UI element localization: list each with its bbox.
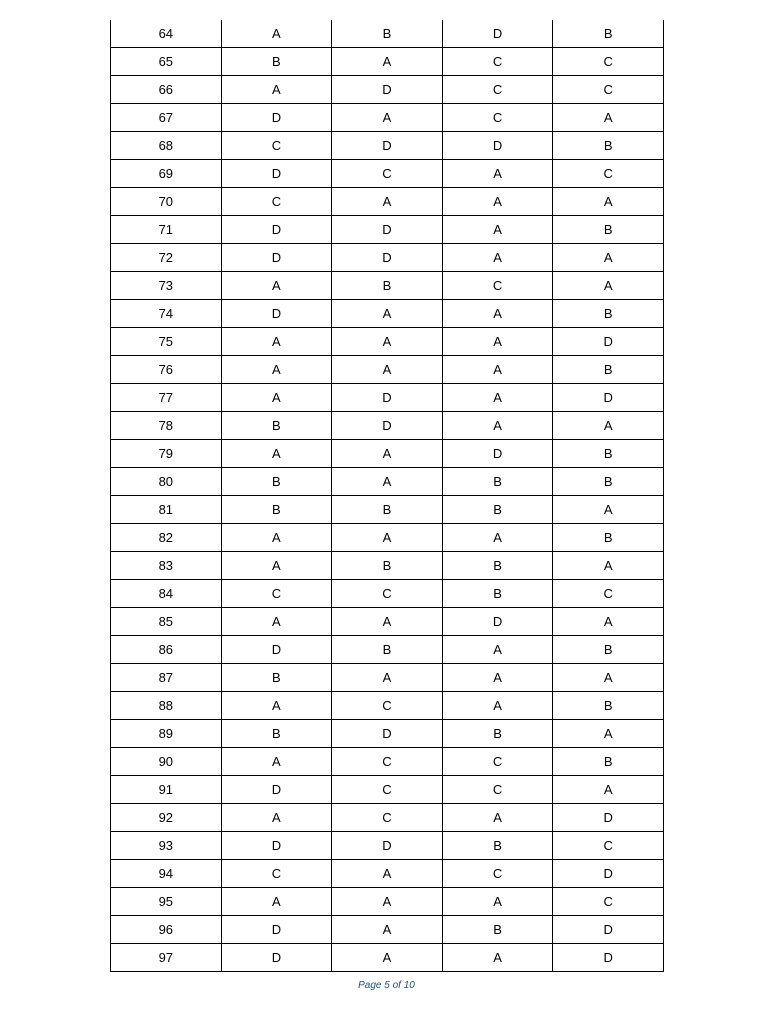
table-row bbox=[111, 48, 664, 76]
table-row bbox=[111, 636, 664, 664]
set-a-answer-cell: D bbox=[221, 104, 332, 132]
question-number-cell: 96 bbox=[111, 916, 222, 944]
set-c-answer-cell: A bbox=[442, 412, 553, 440]
table-row bbox=[111, 440, 664, 468]
set-b-answer-cell: B bbox=[332, 636, 443, 664]
set-a-answer-cell: D bbox=[221, 636, 332, 664]
set-a-answer-cell: C bbox=[221, 132, 332, 160]
set-c-answer-cell: A bbox=[442, 300, 553, 328]
set-b-answer-cell: C bbox=[332, 748, 443, 776]
set-c-answer-cell: D bbox=[442, 132, 553, 160]
table-row bbox=[111, 580, 664, 608]
set-d-answer-cell: C bbox=[553, 888, 664, 916]
set-b-answer-cell: A bbox=[332, 944, 443, 972]
set-b-answer-cell: B bbox=[332, 272, 443, 300]
set-a-answer-cell: B bbox=[221, 720, 332, 748]
set-d-answer-cell: B bbox=[553, 524, 664, 552]
table-row bbox=[111, 664, 664, 692]
set-a-answer-cell: B bbox=[221, 468, 332, 496]
question-number-cell: 88 bbox=[111, 692, 222, 720]
page-number-footer: Page 5 of 10 bbox=[358, 980, 415, 991]
set-a-answer-cell: D bbox=[221, 244, 332, 272]
set-b-answer-cell: B bbox=[332, 20, 443, 48]
set-c-answer-cell: D bbox=[442, 440, 553, 468]
question-number-cell: 75 bbox=[111, 328, 222, 356]
question-number-cell: 83 bbox=[111, 552, 222, 580]
set-b-answer-cell: B bbox=[332, 496, 443, 524]
question-number-cell: 68 bbox=[111, 132, 222, 160]
question-number-cell: 80 bbox=[111, 468, 222, 496]
table-row bbox=[111, 468, 664, 496]
set-a-answer-cell: A bbox=[221, 552, 332, 580]
set-d-answer-cell: B bbox=[553, 20, 664, 48]
table-row bbox=[111, 748, 664, 776]
set-d-answer-cell: B bbox=[553, 132, 664, 160]
set-b-answer-cell: C bbox=[332, 692, 443, 720]
set-c-answer-cell: A bbox=[442, 692, 553, 720]
set-a-answer-cell: A bbox=[221, 888, 332, 916]
table-row bbox=[111, 608, 664, 636]
set-b-answer-cell: A bbox=[332, 48, 443, 76]
table-row bbox=[111, 832, 664, 860]
set-c-answer-cell: D bbox=[442, 608, 553, 636]
question-number-cell: 87 bbox=[111, 664, 222, 692]
table-row bbox=[111, 412, 664, 440]
set-d-answer-cell: A bbox=[553, 104, 664, 132]
set-d-answer-cell: B bbox=[553, 636, 664, 664]
set-c-answer-cell: C bbox=[442, 272, 553, 300]
set-d-answer-cell: D bbox=[553, 804, 664, 832]
set-c-answer-cell: A bbox=[442, 160, 553, 188]
set-a-answer-cell: A bbox=[221, 328, 332, 356]
question-number-cell: 77 bbox=[111, 384, 222, 412]
set-d-answer-cell: C bbox=[553, 48, 664, 76]
set-b-answer-cell: A bbox=[332, 468, 443, 496]
set-b-answer-cell: A bbox=[332, 608, 443, 636]
set-d-answer-cell: B bbox=[553, 300, 664, 328]
set-d-answer-cell: D bbox=[553, 860, 664, 888]
table-row bbox=[111, 188, 664, 216]
table-row bbox=[111, 496, 664, 524]
set-a-answer-cell: C bbox=[221, 860, 332, 888]
set-c-answer-cell: B bbox=[442, 832, 553, 860]
set-b-answer-cell: A bbox=[332, 328, 443, 356]
set-c-answer-cell: B bbox=[442, 552, 553, 580]
set-d-answer-cell: A bbox=[553, 720, 664, 748]
set-a-answer-cell: B bbox=[221, 496, 332, 524]
set-b-answer-cell: A bbox=[332, 916, 443, 944]
set-c-answer-cell: A bbox=[442, 216, 553, 244]
set-c-answer-cell: C bbox=[442, 76, 553, 104]
question-number-cell: 74 bbox=[111, 300, 222, 328]
set-d-answer-cell: A bbox=[553, 776, 664, 804]
table-row bbox=[111, 20, 664, 48]
set-d-answer-cell: B bbox=[553, 692, 664, 720]
set-b-answer-cell: A bbox=[332, 440, 443, 468]
set-d-answer-cell: A bbox=[553, 244, 664, 272]
question-number-cell: 95 bbox=[111, 888, 222, 916]
question-number-cell: 82 bbox=[111, 524, 222, 552]
set-c-answer-cell: C bbox=[442, 48, 553, 76]
set-a-answer-cell: A bbox=[221, 608, 332, 636]
set-c-answer-cell: A bbox=[442, 328, 553, 356]
table-row bbox=[111, 384, 664, 412]
question-number-cell: 64 bbox=[111, 20, 222, 48]
set-c-answer-cell: C bbox=[442, 104, 553, 132]
set-a-answer-cell: D bbox=[221, 944, 332, 972]
question-number-cell: 93 bbox=[111, 832, 222, 860]
set-b-answer-cell: C bbox=[332, 580, 443, 608]
table-row bbox=[111, 860, 664, 888]
set-b-answer-cell: A bbox=[332, 104, 443, 132]
set-a-answer-cell: D bbox=[221, 160, 332, 188]
table-row bbox=[111, 160, 664, 188]
table-row bbox=[111, 328, 664, 356]
set-d-answer-cell: D bbox=[553, 916, 664, 944]
question-number-cell: 72 bbox=[111, 244, 222, 272]
set-b-answer-cell: C bbox=[332, 804, 443, 832]
set-a-answer-cell: D bbox=[221, 216, 332, 244]
set-a-answer-cell: D bbox=[221, 776, 332, 804]
set-b-answer-cell: D bbox=[332, 244, 443, 272]
table-row bbox=[111, 272, 664, 300]
question-number-cell: 73 bbox=[111, 272, 222, 300]
table-row bbox=[111, 356, 664, 384]
set-b-answer-cell: A bbox=[332, 300, 443, 328]
table-row bbox=[111, 524, 664, 552]
table-row bbox=[111, 720, 664, 748]
set-a-answer-cell: A bbox=[221, 356, 332, 384]
set-b-answer-cell: B bbox=[332, 552, 443, 580]
set-a-answer-cell: A bbox=[221, 804, 332, 832]
table-row bbox=[111, 776, 664, 804]
question-number-cell: 89 bbox=[111, 720, 222, 748]
set-d-answer-cell: D bbox=[553, 328, 664, 356]
set-c-answer-cell: A bbox=[442, 524, 553, 552]
set-d-answer-cell: D bbox=[553, 944, 664, 972]
question-number-cell: 69 bbox=[111, 160, 222, 188]
set-a-answer-cell: A bbox=[221, 384, 332, 412]
set-d-answer-cell: B bbox=[553, 468, 664, 496]
set-c-answer-cell: C bbox=[442, 748, 553, 776]
question-number-cell: 65 bbox=[111, 48, 222, 76]
answer-key-rows bbox=[111, 20, 664, 972]
set-c-answer-cell: C bbox=[442, 860, 553, 888]
set-b-answer-cell: A bbox=[332, 888, 443, 916]
set-b-answer-cell: D bbox=[332, 216, 443, 244]
table-row bbox=[111, 132, 664, 160]
set-b-answer-cell: C bbox=[332, 776, 443, 804]
table-row bbox=[111, 244, 664, 272]
question-number-cell: 67 bbox=[111, 104, 222, 132]
set-b-answer-cell: A bbox=[332, 188, 443, 216]
set-a-answer-cell: A bbox=[221, 76, 332, 104]
question-number-cell: 66 bbox=[111, 76, 222, 104]
set-c-answer-cell: A bbox=[442, 888, 553, 916]
set-d-answer-cell: A bbox=[553, 188, 664, 216]
question-number-cell: 76 bbox=[111, 356, 222, 384]
question-number-cell: 79 bbox=[111, 440, 222, 468]
set-b-answer-cell: C bbox=[332, 160, 443, 188]
set-b-answer-cell: A bbox=[332, 356, 443, 384]
set-d-answer-cell: C bbox=[553, 832, 664, 860]
table-row bbox=[111, 104, 664, 132]
set-b-answer-cell: A bbox=[332, 664, 443, 692]
set-b-answer-cell: D bbox=[332, 720, 443, 748]
set-d-answer-cell: C bbox=[553, 160, 664, 188]
set-a-answer-cell: C bbox=[221, 188, 332, 216]
set-a-answer-cell: D bbox=[221, 300, 332, 328]
question-number-cell: 85 bbox=[111, 608, 222, 636]
set-b-answer-cell: D bbox=[332, 384, 443, 412]
set-d-answer-cell: A bbox=[553, 608, 664, 636]
set-b-answer-cell: A bbox=[332, 860, 443, 888]
question-number-cell: 86 bbox=[111, 636, 222, 664]
set-d-answer-cell: A bbox=[553, 664, 664, 692]
set-c-answer-cell: A bbox=[442, 664, 553, 692]
set-a-answer-cell: B bbox=[221, 48, 332, 76]
set-a-answer-cell: C bbox=[221, 580, 332, 608]
set-c-answer-cell: A bbox=[442, 384, 553, 412]
set-b-answer-cell: D bbox=[332, 412, 443, 440]
set-d-answer-cell: C bbox=[553, 580, 664, 608]
set-c-answer-cell: A bbox=[442, 188, 553, 216]
answer-key-table bbox=[110, 20, 664, 972]
question-number-cell: 81 bbox=[111, 496, 222, 524]
set-b-answer-cell: D bbox=[332, 132, 443, 160]
table-row bbox=[111, 76, 664, 104]
set-a-answer-cell: A bbox=[221, 272, 332, 300]
set-d-answer-cell: C bbox=[553, 76, 664, 104]
question-number-cell: 84 bbox=[111, 580, 222, 608]
set-a-answer-cell: A bbox=[221, 692, 332, 720]
table-row bbox=[111, 916, 664, 944]
set-c-answer-cell: A bbox=[442, 356, 553, 384]
set-c-answer-cell: A bbox=[442, 636, 553, 664]
table-row bbox=[111, 552, 664, 580]
set-d-answer-cell: A bbox=[553, 412, 664, 440]
set-c-answer-cell: B bbox=[442, 916, 553, 944]
set-c-answer-cell: B bbox=[442, 720, 553, 748]
set-a-answer-cell: A bbox=[221, 20, 332, 48]
question-number-cell: 70 bbox=[111, 188, 222, 216]
table-row bbox=[111, 944, 664, 972]
set-a-answer-cell: B bbox=[221, 412, 332, 440]
question-number-cell: 91 bbox=[111, 776, 222, 804]
set-d-answer-cell: A bbox=[553, 552, 664, 580]
set-c-answer-cell: C bbox=[442, 776, 553, 804]
set-b-answer-cell: A bbox=[332, 524, 443, 552]
set-d-answer-cell: D bbox=[553, 384, 664, 412]
set-a-answer-cell: A bbox=[221, 440, 332, 468]
set-d-answer-cell: B bbox=[553, 440, 664, 468]
question-number-cell: 71 bbox=[111, 216, 222, 244]
set-d-answer-cell: A bbox=[553, 272, 664, 300]
table-row bbox=[111, 888, 664, 916]
set-a-answer-cell: A bbox=[221, 524, 332, 552]
question-number-cell: 78 bbox=[111, 412, 222, 440]
set-d-answer-cell: A bbox=[553, 496, 664, 524]
table-row bbox=[111, 692, 664, 720]
question-number-cell: 94 bbox=[111, 860, 222, 888]
set-b-answer-cell: D bbox=[332, 832, 443, 860]
table-row bbox=[111, 804, 664, 832]
set-c-answer-cell: A bbox=[442, 244, 553, 272]
set-a-answer-cell: D bbox=[221, 916, 332, 944]
set-c-answer-cell: B bbox=[442, 468, 553, 496]
set-a-answer-cell: D bbox=[221, 832, 332, 860]
table-row bbox=[111, 216, 664, 244]
set-d-answer-cell: B bbox=[553, 216, 664, 244]
set-c-answer-cell: D bbox=[442, 20, 553, 48]
question-number-cell: 92 bbox=[111, 804, 222, 832]
set-d-answer-cell: B bbox=[553, 356, 664, 384]
set-c-answer-cell: A bbox=[442, 944, 553, 972]
question-number-cell: 97 bbox=[111, 944, 222, 972]
set-c-answer-cell: B bbox=[442, 496, 553, 524]
question-number-cell: 90 bbox=[111, 748, 222, 776]
set-b-answer-cell: D bbox=[332, 76, 443, 104]
set-a-answer-cell: A bbox=[221, 748, 332, 776]
set-a-answer-cell: B bbox=[221, 664, 332, 692]
set-c-answer-cell: A bbox=[442, 804, 553, 832]
table-row bbox=[111, 300, 664, 328]
set-c-answer-cell: B bbox=[442, 580, 553, 608]
set-d-answer-cell: B bbox=[553, 748, 664, 776]
